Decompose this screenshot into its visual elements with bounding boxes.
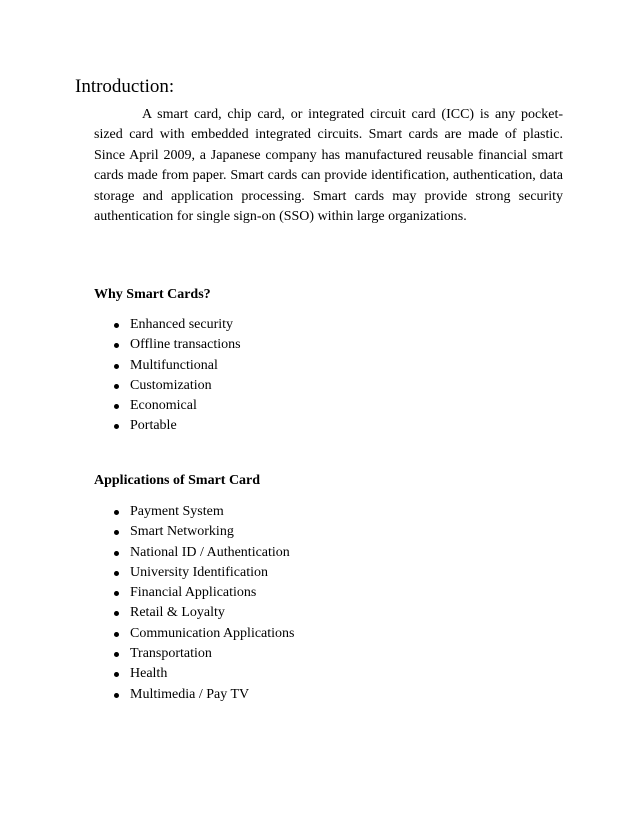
list-item [106, 624, 295, 644]
list-item [106, 603, 295, 623]
list-item [106, 416, 241, 436]
list-item-label: Payment System [130, 504, 224, 519]
list-item [106, 563, 295, 583]
list-item-label: Financial Applications [130, 585, 257, 601]
list-item-label: Customization [130, 377, 212, 393]
bullet-dot-icon [114, 693, 119, 698]
list-item-label: Smart Networking [130, 524, 234, 540]
bullet-dot-icon [114, 510, 119, 515]
bullet-dot-icon [114, 611, 119, 616]
bullet-dot-icon [114, 530, 119, 535]
list-item-label: Portable [130, 418, 177, 434]
list-item [106, 583, 295, 603]
applications-heading: Applications of Smart Card [94, 473, 261, 488]
bullet-dot-icon [114, 551, 119, 556]
list-item [106, 543, 295, 563]
introduction-paragraph: A smart card, chip card, or integrated circuit card (ICC) is any pocket-sized card with embedded integrated circuits. Smart cards are made of plastic. Since April 2009, a Japanese company has manufactured reusable financial smart cards made from paper. Smart cards can provide identification, authentication, data storage and application processing. Smart cards may provide strong security authentication for single sign-on (SSO) within large organizations. [94, 107, 563, 225]
list-item-label: Communication Applications [130, 625, 295, 641]
list-item-label: Economical [130, 398, 197, 414]
introduction-heading: Introduction: [75, 76, 175, 97]
bullet-dot-icon [114, 384, 119, 389]
list-item-label: Multifunctional [130, 357, 218, 373]
bullet-dot-icon [114, 364, 119, 369]
list-item [106, 356, 241, 376]
list-item-label: National ID / Authentication [130, 544, 290, 560]
list-item [106, 396, 241, 416]
bullet-dot-icon [114, 632, 119, 637]
list-item-label: Enhanced security [130, 317, 234, 332]
bullet-dot-icon [114, 571, 119, 576]
list-item [106, 685, 295, 705]
list-item-label: Health [130, 666, 168, 682]
list-item-label: Retail & Loyalty [130, 605, 225, 621]
list-item [106, 335, 241, 355]
list-item [106, 664, 295, 684]
bullet-dot-icon [114, 591, 119, 596]
bullet-dot-icon [114, 343, 119, 348]
list-item-label: Offline transactions [130, 337, 241, 353]
list-item [106, 522, 295, 542]
why-smart-cards-heading: Why Smart Cards? [94, 287, 211, 302]
list-item-label: University Identification [130, 564, 269, 580]
list-item [106, 502, 295, 522]
bullet-dot-icon [114, 424, 119, 429]
bullet-dot-icon [114, 404, 119, 409]
why-smart-cards-list [106, 315, 241, 437]
bullet-dot-icon [114, 672, 119, 677]
list-item [106, 644, 295, 664]
list-item [106, 376, 241, 396]
bullet-dot-icon [114, 323, 119, 328]
applications-list [106, 502, 295, 705]
list-item-label: Transportation [130, 646, 212, 662]
list-item-label: Multimedia / Pay TV [130, 686, 250, 702]
list-item [106, 315, 241, 335]
bullet-dot-icon [114, 652, 119, 657]
